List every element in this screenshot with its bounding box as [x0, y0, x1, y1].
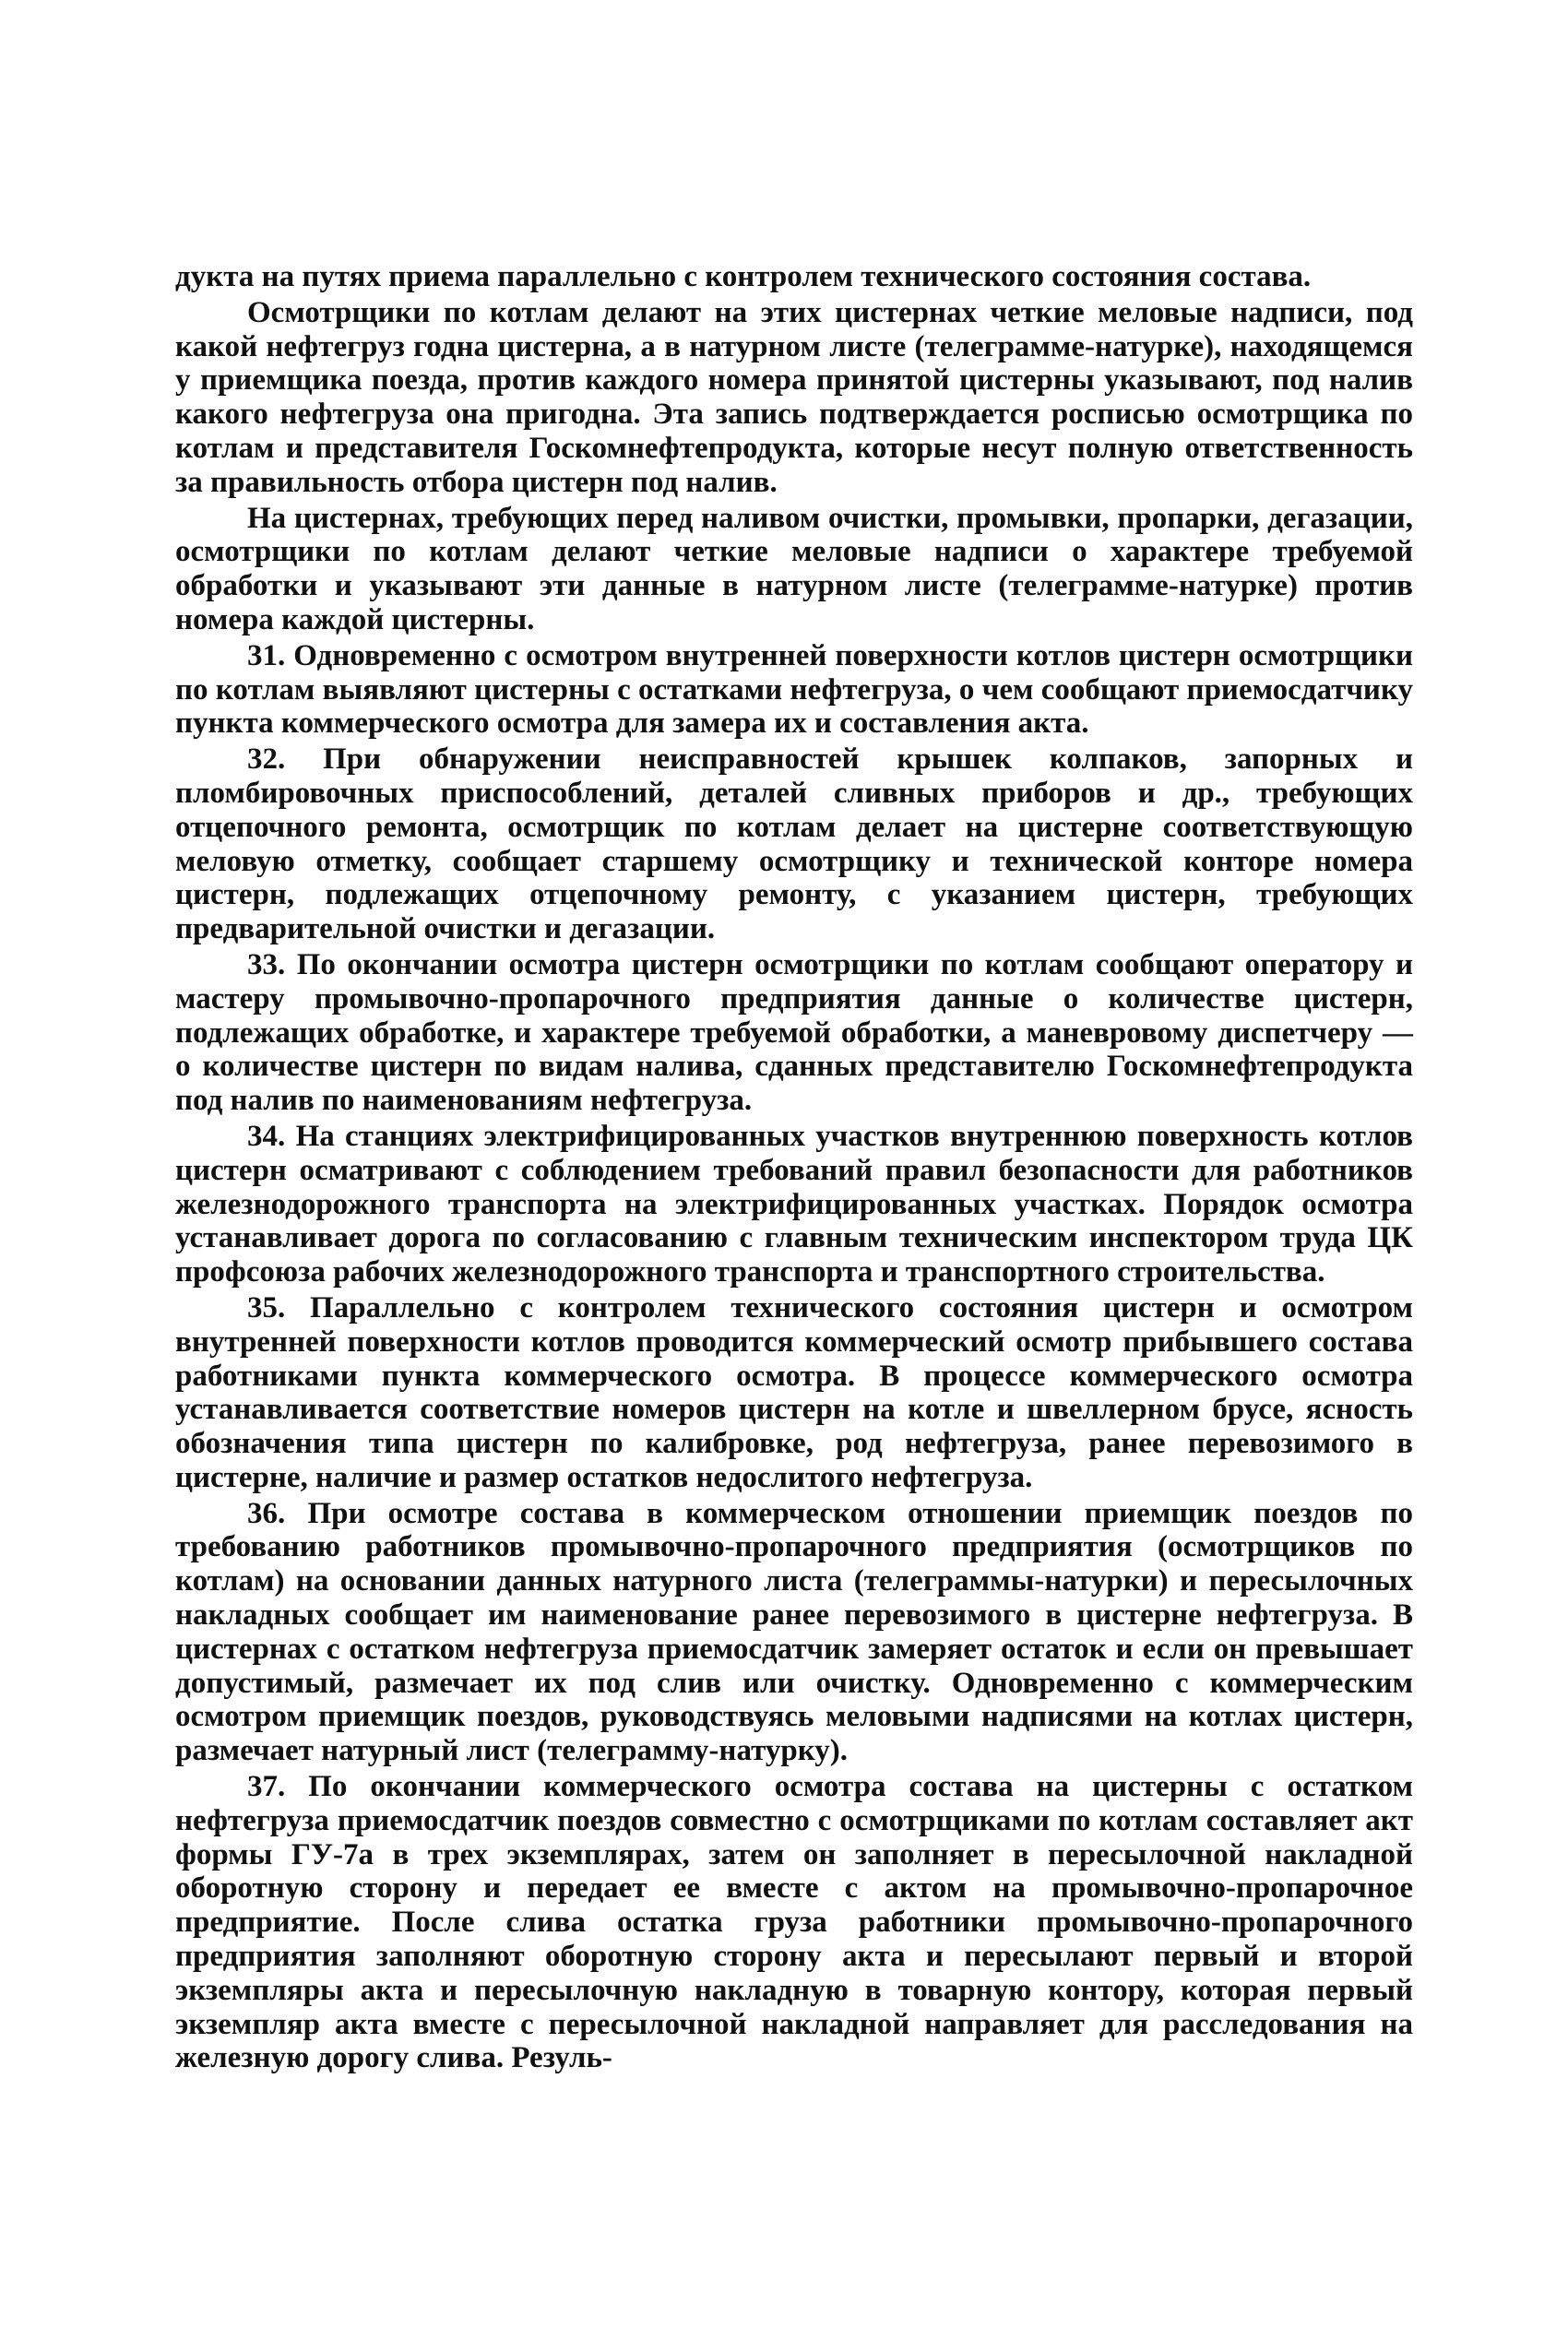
document-page	[175, 260, 1413, 2077]
paragraph-33: 33. По окончании осмотра цистерн осмотрщики по котлам сообщают оператору и мастеру промывочно-пропарочного предприятия данные о количестве цистерн, подлежащих обработке, и характере требуемой обработки, а маневровому диспетчеру — о количестве цистерн по видам налива, сданных представителю Госкомнефтепродукта под налив по наименованиям нефтегруза.	[175, 947, 1413, 1118]
paragraph-37: 37. По окончании коммерческого осмотра состава на цистерны с остатком нефтегруза приемосдатчик поездов совместно с осмотрщиками по котлам составляет акт формы ГУ-7а в трех экземплярах, затем он заполняет в пересылочной накладной оборотную сторону и передает ее вместе с актом на промывочно-пропарочное предприятие. После слива остатка груза работники промывочно-пропарочного предприятия заполняют оборотную сторону акта и пересылают первый и второй экземпляры акта и пересылочную накладную в товарную контору, которая первый экземпляр акта вместе с пересылочной накладной направляет для расследования на железную дорогу слива. Резуль-	[175, 1770, 1413, 2075]
paragraph-31: 31. Одновременно с осмотром внутренней поверхности котлов цистерн осмотрщики по котлам выявляют цистерны с остатками нефтегруза, о чем сообщают приемосдатчику пункта коммерческого осмотра для замера их и составления акта.	[175, 638, 1413, 741]
paragraph-36: 36. При осмотре состава в коммерческом отношении приемщик поездов по требованию работников промывочно-пропарочного предприятия (осмотрщиков по котлам) на основании данных натурного листа (телеграммы-натурки) и пересылочных накладных сообщает им наименование ранее перевозимого в цистерне нефтегруза. В цистернах с остатком нефтегруза приемосдатчик замеряет остаток и если он превышает допустимый, размечает их под слив или очистку. Одновременно с коммерческим осмотром приемщик поездов, руководствуясь меловыми надписями на котлах цистерн, размечает натурный лист (телеграмму-натурку).	[175, 1496, 1413, 1768]
paragraph-35: 35. Параллельно с контролем технического состояния цистерн и осмотром внутренней поверхности котлов проводится коммерческий осмотр прибывшего состава работниками пункта коммерческого осмотра. В процессе коммерческого осмотра устанавливается соответствие номеров цистерн на котле и швеллерном брусе, ясность обозначения типа цистерн по калибровке, род нефтегруза, ранее перевозимого в цистерне, наличие и размер остатков недослитого нефтегруза.	[175, 1290, 1413, 1494]
paragraph-inspectors-chalk: Осмотрщики по котлам делают на этих цистернах четкие меловые надписи, под какой нефтегруз годна цистерна, а в натурном листе (телеграмме-натурке), находящемся у приемщика поезда, против каждого номера принятой цистерны указывают, под налив какого нефтегруза она пригодна. Эта запись подтверждается росписью осмотрщика по котлам и представителя Госкомнефтепродукта, которые несут полную ответственность за правильность отбора цистерн под налив.	[175, 295, 1413, 499]
paragraph-continuation: дукта на путях приема параллельно с контролем технического состояния состава.	[175, 260, 1312, 293]
paragraph-32: 32. При обнаружении неисправностей крышек колпаков, запорных и пломбировочных приспособлений, деталей сливных приборов и др., требующих отцепочного ремонта, осмотрщик по котлам делает на цистерне соответствующую меловую отметку, сообщает старшему осмотрщику и технической конторе номера цистерн, подлежащих отцепочному ремонту, с указанием цистерн, требующих предварительной очистки и дегазации.	[175, 742, 1413, 946]
paragraph-34: 34. На станциях электрифицированных участков внутреннюю поверхность котлов цистерн осматривают с соблюдением требований правил безопасности для работников железнодорожного транспорта на электрифицированных участках. Порядок осмотра устанавливает дорога по согласованию с главным техническим инспектором труда ЦК профсоюза рабочих железнодорожного транспорта и транспортного строительства.	[175, 1119, 1413, 1289]
paragraph-cleaning-required: На цистернах, требующих перед наливом очистки, промывки, пропарки, дегазации, осмотрщики по котлам делают четкие меловые надписи о характере требуемой обработки и указывают эти данные в натурном листе (телеграмме-натурке) против номера каждой цистерны.	[175, 501, 1413, 636]
